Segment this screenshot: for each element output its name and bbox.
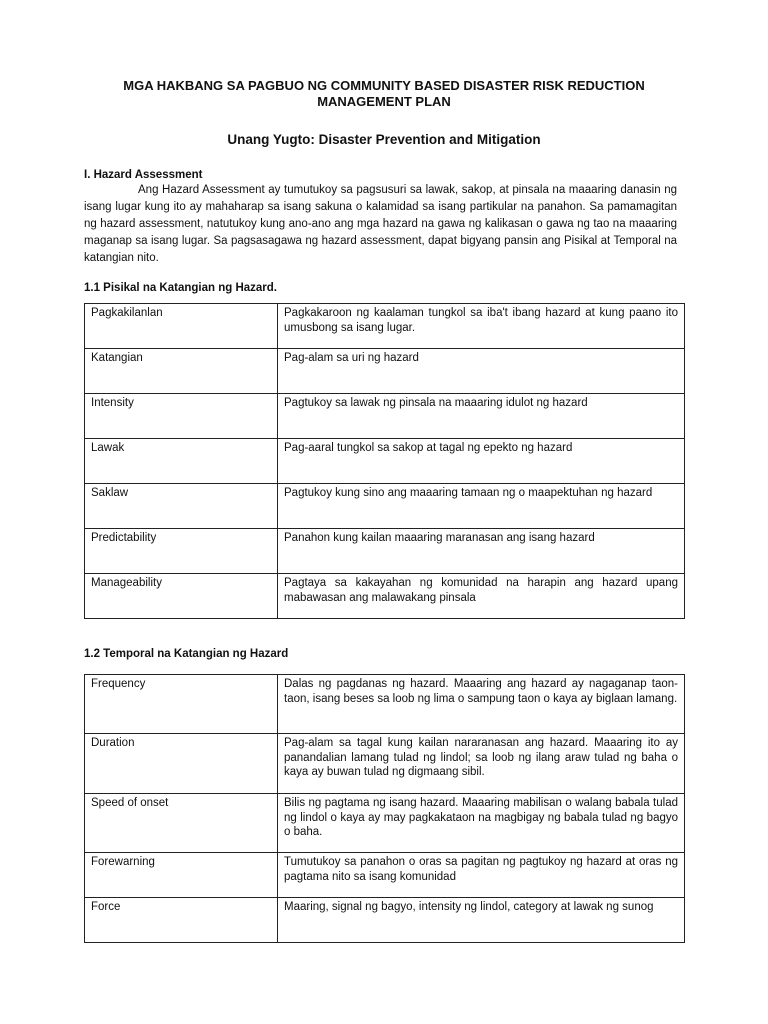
document-page [84,78,684,943]
table-row [85,529,685,574]
row-label: Manageability [85,574,278,619]
row-label: Predictability [85,529,278,574]
temporal-heading: 1.2 Temporal na Katangian ng Hazard [84,648,289,660]
row-label: Force [85,898,278,943]
table-row [85,675,685,734]
table-row [85,898,685,943]
row-description: Pag-alam sa tagal kung kailan nararanasan ang hazard. Maaaring ito ay panandalian lamang tulad ng lindol; sa loob ng ilang araw tulad ng baha o kaya ay buwan tulad ng digmaang sibil. [278,734,685,794]
pisikal-heading: 1.1 Pisikal na Katangian ng Hazard. [84,282,278,294]
row-label: Saklaw [85,484,278,529]
row-description: Panahon kung kailan maaaring maranasan ang isang hazard [278,529,685,574]
row-description: Pagtaya sa kakayahan ng komunidad na harapin ang hazard upang mabawasan ang malawakang pinsala [278,574,685,619]
row-label: Duration [85,734,278,794]
pisikal-table [84,303,685,619]
hazard-assessment-paragraph: Ang Hazard Assessment ay tumutukoy sa pagsusuri sa lawak, sakop, at pinsala na maaaring danasin ng isang lugar kung ito ay mahaharap sa isang sakuna o kalamidad sa isang partikular na panahon. Sa pamamagitan ng hazard assessment, natutukoy kung ano-ano ang mga hazard na gawa ng kalikasan o gawa ng tao na maaaring maganap sa isang lugar. Sa pagsasagawa ng hazard assessment, dapat bigyang pansin ang Pisikal at Temporal na katangian nito. [84,184,677,264]
table-row [85,794,685,853]
table-row [85,439,685,484]
row-label: Forewarning [85,853,278,898]
table-row [85,484,685,529]
row-description: Pagkakaroon ng kaalaman tungkol sa iba't ibang hazard at kung paano ito umusbong sa isang lugar. [278,304,685,349]
row-label: Intensity [85,394,278,439]
row-description: Maaring, signal ng bagyo, intensity ng lindol, category at lawak ng sunog [278,898,685,943]
table-row [85,304,685,349]
row-label: Lawak [85,439,278,484]
table-row [85,394,685,439]
table-row [85,734,685,794]
table-row [85,853,685,898]
row-description: Tumutukoy sa panahon o oras sa pagitan ng pagtukoy ng hazard at oras ng pagtama nito sa isang komunidad [278,853,685,898]
table-row [85,349,685,394]
document-title: MGA HAKBANG SA PAGBUO NG COMMUNITY BASED DISASTER RISK REDUCTION MANAGEMENT PLAN [123,78,645,109]
row-description: Pagtukoy sa lawak ng pinsala na maaaring idulot ng hazard [278,394,685,439]
row-description: Dalas ng pagdanas ng hazard. Maaaring ang hazard ay nagaganap taon-taon, isang beses sa loob ng lima o sampung taon o kaya ay biglaan lamang. [278,675,685,734]
table-row [85,574,685,619]
row-description: Bilis ng pagtama ng isang hazard. Maaaring mabilisan o walang babala tulad ng lindol o kaya ay may pagkakataon na magbigay ng babala tulad ng bagyo o baha. [278,794,685,853]
row-label: Speed of onset [85,794,278,853]
row-description: Pag-aaral tungkol sa sakop at tagal ng epekto ng hazard [278,439,685,484]
row-description: Pagtukoy kung sino ang maaaring tamaan ng o maapektuhan ng hazard [278,484,685,529]
row-label: Frequency [85,675,278,734]
row-label: Pagkakilanlan [85,304,278,349]
row-description: Pag-alam sa uri ng hazard [278,349,685,394]
document-subtitle: Unang Yugto: Disaster Prevention and Mitigation [227,132,541,147]
hazard-assessment-heading: I. Hazard Assessment [84,169,203,181]
temporal-table [84,674,685,943]
row-label: Katangian [85,349,278,394]
